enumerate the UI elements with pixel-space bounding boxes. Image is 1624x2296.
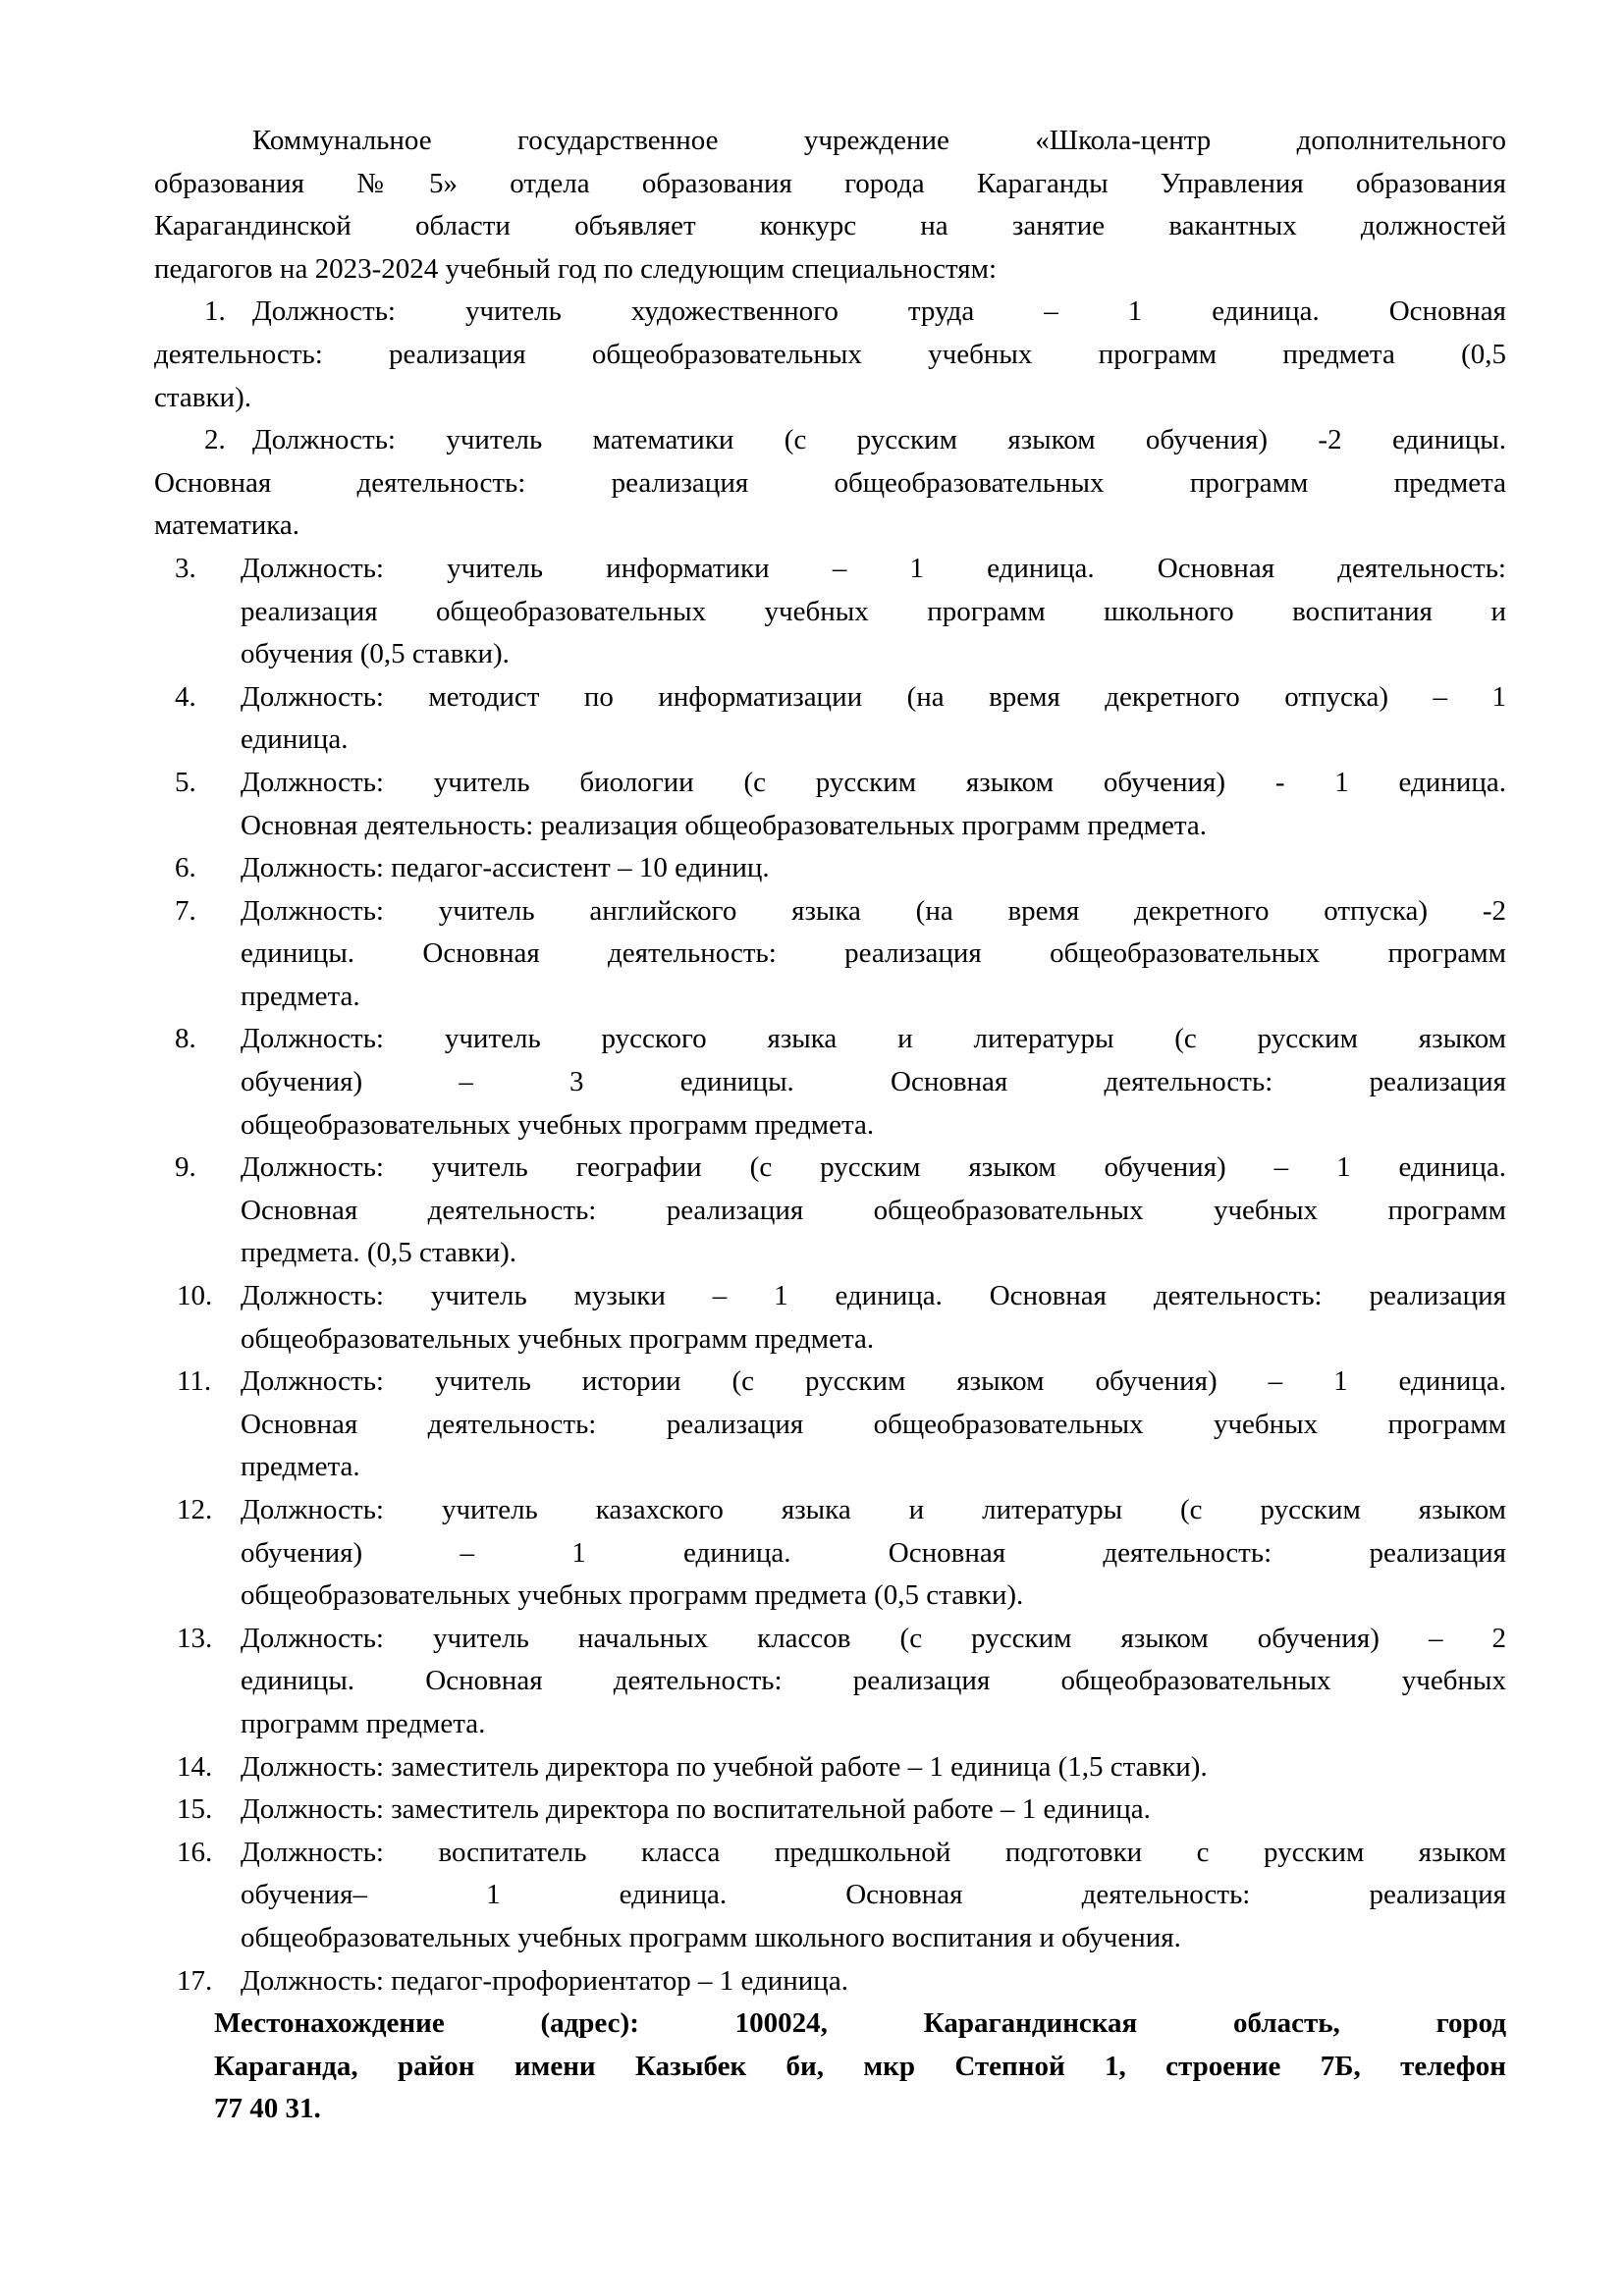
- item-number: 9.: [175, 1151, 196, 1184]
- item-number: 1.: [204, 295, 226, 328]
- vacancy-item: [154, 1789, 1506, 1832]
- item-line: общеобразовательных учебных программ школьного воспитания и обучения.: [241, 1921, 1181, 1953]
- item-line: Должность: учитель русского языка и литературы (с русским языком: [241, 1023, 1506, 1055]
- item-line: Основная деятельность: реализация общеобразовательных программ предмета.: [241, 809, 1208, 841]
- item-number: 13.: [177, 1622, 213, 1654]
- item-line: единицы. Основная деятельность: реализация общеобразовательных учебных: [241, 1665, 1506, 1697]
- item-line: Должность: учитель казахского языка и литературы (с русским языком: [241, 1494, 1506, 1525]
- item-line: реализация общеобразовательных учебных программ школьного воспитания и: [241, 595, 1506, 627]
- item-line: Должность: учитель английского языка (на время декретного отпуска) -2: [241, 894, 1506, 927]
- vacancy-item: [154, 762, 1506, 847]
- item-line: математика.: [154, 509, 300, 542]
- item-number: 5.: [175, 766, 196, 798]
- item-line: деятельность: реализация общеобразовательных учебных программ предмета (0,5: [154, 338, 1506, 370]
- vacancy-item: [154, 676, 1506, 762]
- intro-line: педагогов на 2023-2024 учебный год по следующим специальностям:: [154, 252, 998, 285]
- item-number: 8.: [175, 1023, 196, 1055]
- item-line: Должность: учитель математики (с русским языком обучения) -2 единицы.: [252, 424, 1506, 456]
- item-number: 4.: [175, 680, 196, 713]
- vacancy-item: [154, 1960, 1506, 2003]
- item-number: 6.: [175, 852, 196, 884]
- item-line: общеобразовательных учебных программ предмета (0,5 ставки).: [241, 1579, 1024, 1612]
- item-line: единицы. Основная деятельность: реализация общеобразовательных программ: [241, 937, 1506, 970]
- vacancy-item: [154, 1147, 1506, 1275]
- vacancy-item: [154, 419, 1506, 548]
- item-line: предмета.: [241, 1451, 360, 1483]
- intro-paragraph: [154, 120, 1506, 291]
- item-line: Основная деятельность: реализация общеобразовательных программ предмета: [154, 466, 1506, 499]
- item-line: Должность: учитель истории (с русским языком обучения) – 1 единица.: [241, 1365, 1506, 1398]
- item-line: обучения) – 1 единица. Основная деятельность: реализация: [241, 1536, 1506, 1569]
- vacancy-item: [154, 1361, 1506, 1489]
- item-number: 14.: [177, 1750, 213, 1783]
- item-line: Должность: воспитатель класса предшкольной подготовки с русским языком: [241, 1836, 1506, 1868]
- item-line: предмета. (0,5 ставки).: [241, 1237, 517, 1269]
- item-number: 11.: [177, 1365, 212, 1398]
- item-line: Должность: педагог-профориентатор – 1 единица.: [241, 1964, 848, 1997]
- item-line: Основная деятельность: реализация общеобразовательных учебных программ: [241, 1408, 1506, 1440]
- address-line: Местонахождение (адрес): 100024, Карагандинская область, город: [214, 2007, 1506, 2040]
- vacancy-item: [154, 1275, 1506, 1361]
- item-line: ставки).: [154, 381, 251, 413]
- document-page: [154, 120, 1506, 2131]
- item-line: Должность: учитель географии (с русским языком обучения) – 1 единица.: [241, 1151, 1506, 1184]
- item-number: 17.: [177, 1964, 213, 1997]
- item-line: Должность: учитель музыки – 1 единица. Основная деятельность: реализация: [241, 1280, 1506, 1312]
- address-block: [154, 2002, 1506, 2131]
- vacancy-item: [154, 1618, 1506, 1746]
- vacancy-item: [154, 548, 1506, 676]
- vacancy-item: [154, 1489, 1506, 1618]
- item-line: Должность: методист по информатизации (на время декретного отпуска) – 1: [241, 680, 1506, 713]
- item-number: 7.: [175, 894, 196, 927]
- vacancy-item: [154, 291, 1506, 419]
- address-line: Караганда, район имени Казыбек би, мкр Степной 1, строение 7Б, телефон: [214, 2050, 1506, 2082]
- item-line: Должность: учитель начальных классов (с русским языком обучения) – 2: [241, 1622, 1506, 1654]
- item-line: общеобразовательных учебных программ предмета.: [241, 1108, 875, 1141]
- intro-line: образования №5» отдела образования города Караганды Управления образования: [154, 167, 1506, 199]
- item-line: Должность: учитель информатики – 1 единица. Основная деятельность:: [241, 552, 1506, 584]
- vacancy-item: [154, 1746, 1506, 1789]
- item-line: обучения) – 3 единицы. Основная деятельность: реализация: [241, 1066, 1506, 1098]
- address-line: 77 40 31.: [214, 2093, 321, 2125]
- item-line: Должность: учитель биологии (с русским языком обучения) - 1 единица.: [241, 766, 1506, 798]
- item-number: 12.: [177, 1494, 213, 1525]
- vacancy-item: [154, 1832, 1506, 1960]
- item-number: 10.: [177, 1280, 213, 1312]
- vacancy-item: [154, 1018, 1506, 1147]
- item-line: Должность: учитель художественного труда – 1 единица. Основная: [252, 295, 1506, 328]
- item-number: 3.: [175, 552, 196, 584]
- item-line: Должность: заместитель директора по воспитательной работе – 1 единица.: [241, 1793, 1151, 1826]
- item-line: Должность: заместитель директора по учебной работе – 1 единица (1,5 ставки).: [241, 1750, 1208, 1783]
- item-number: 16.: [177, 1836, 213, 1868]
- vacancy-item: [154, 890, 1506, 1019]
- vacancy-list: [154, 291, 1506, 2002]
- item-number: 15.: [177, 1793, 213, 1826]
- item-line: обучения– 1 единица. Основная деятельность: реализация: [241, 1879, 1506, 1911]
- item-line: программ предмета.: [241, 1707, 486, 1739]
- item-line: общеобразовательных учебных программ предмета.: [241, 1322, 875, 1355]
- item-line: предмета.: [241, 980, 360, 1012]
- intro-line: Карагандинской области объявляет конкурс на занятие вакантных должностей: [154, 210, 1506, 242]
- vacancy-item: [154, 847, 1506, 890]
- item-line: Должность: педагог-ассистент – 10 единиц.: [241, 852, 770, 884]
- item-line: единица.: [241, 723, 349, 756]
- item-number: 2.: [204, 424, 226, 456]
- item-line: Основная деятельность: реализация общеобразовательных учебных программ: [241, 1194, 1506, 1226]
- item-line: обучения (0,5 ставки).: [241, 638, 510, 670]
- intro-line: Коммунальное государственное учреждение «Школа-центр дополнительного: [252, 125, 1506, 156]
